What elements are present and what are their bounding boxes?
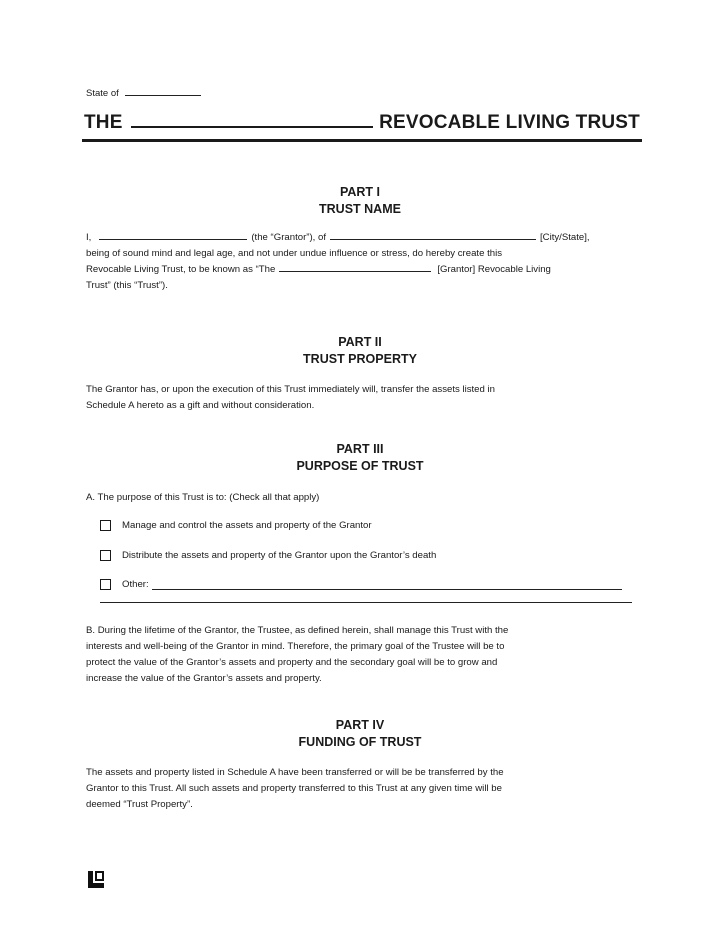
option-manage-row[interactable] <box>100 520 372 531</box>
part3-section-b <box>86 623 634 687</box>
trust-name-blank[interactable] <box>131 112 373 128</box>
part3-heading <box>0 441 720 475</box>
state-of-label: State of <box>86 88 119 99</box>
grantor-name-blank[interactable] <box>99 230 247 240</box>
part2-number: PART II <box>338 335 382 349</box>
part1-name: TRUST NAME <box>319 202 401 216</box>
city-state-blank[interactable] <box>330 230 536 240</box>
state-of-line <box>86 86 201 99</box>
part3-name: PURPOSE OF TRUST <box>296 459 424 473</box>
part2-name: TRUST PROPERTY <box>303 352 417 366</box>
part3-section-b-line: increase the value of the Grantor’s assets and property. <box>86 673 322 684</box>
part1-line4: Trust” (this “Trust”). <box>86 280 168 291</box>
part2-line2: Schedule A hereto as a gift and without consideration. <box>86 400 315 411</box>
title-prefix: THE <box>84 112 123 133</box>
part1-heading <box>0 184 720 218</box>
part1-line1-b: (the “Grantor”), of <box>251 232 326 243</box>
document-title <box>84 112 640 134</box>
part2-heading <box>0 334 720 368</box>
part4-number: PART IV <box>335 718 385 732</box>
part4-line: The assets and property listed in Schedule A have been transferred or will be be transferred by the <box>86 767 504 778</box>
part1-line3-a: Revocable Living Trust, to be known as “The <box>86 264 276 275</box>
part3-section-a-text: A. The purpose of this Trust is to: (Check all that apply) <box>86 492 320 503</box>
other-blank[interactable] <box>152 580 622 590</box>
part3-section-b-line: B. During the lifetime of the Grantor, the Trustee, as defined herein, shall manage this Trust with the <box>86 625 509 636</box>
part2-line1: The Grantor has, or upon the execution of this Trust immediately will, transfer the assets listed in <box>86 384 495 395</box>
title-suffix: REVOCABLE LIVING TRUST <box>379 112 640 133</box>
grantor-trust-name-blank[interactable] <box>279 262 431 272</box>
state-blank[interactable] <box>125 86 201 96</box>
part3-section-b-line: interests and well-being of the Grantor in mind. Therefore, the primary goal of the Trustee will be to <box>86 641 505 652</box>
part2-paragraph <box>86 382 634 414</box>
checkbox[interactable] <box>100 579 111 590</box>
part4-line: deemed “Trust Property”. <box>86 799 193 810</box>
option-label: Other: <box>122 579 149 590</box>
part1-line1-a: I, <box>86 232 92 243</box>
checkbox[interactable] <box>100 520 111 531</box>
part3-section-a <box>86 490 634 506</box>
part1-line2: being of sound mind and legal age, and not under undue influence or stress, do hereby create this <box>86 248 503 259</box>
option-label: Distribute the assets and property of the Grantor upon the Grantor’s death <box>122 550 437 561</box>
part1-line3-b: [Grantor] Revocable Living <box>437 264 551 275</box>
part1-number: PART I <box>339 185 381 199</box>
title-divider <box>82 139 642 142</box>
part1-paragraph <box>86 230 634 294</box>
part3-section-b-line: protect the value of the Grantor’s assets and property and the secondary goal will be to grow and <box>86 657 498 668</box>
other-blank-continued[interactable] <box>100 602 632 603</box>
option-other-row[interactable] <box>100 579 622 590</box>
part4-name: FUNDING OF TRUST <box>298 735 422 749</box>
part4-paragraph <box>86 765 634 813</box>
checkbox[interactable] <box>100 550 111 561</box>
part3-number: PART III <box>336 442 384 456</box>
part4-heading <box>0 717 720 751</box>
option-distribute-row[interactable] <box>100 550 436 561</box>
part1-line1-c: [City/State], <box>539 232 590 243</box>
part4-line: Grantor to this Trust. All such assets and property transferred to this Trust at any given time will be <box>86 783 502 794</box>
document-logo-icon <box>88 871 104 888</box>
option-label: Manage and control the assets and property of the Grantor <box>122 520 372 531</box>
